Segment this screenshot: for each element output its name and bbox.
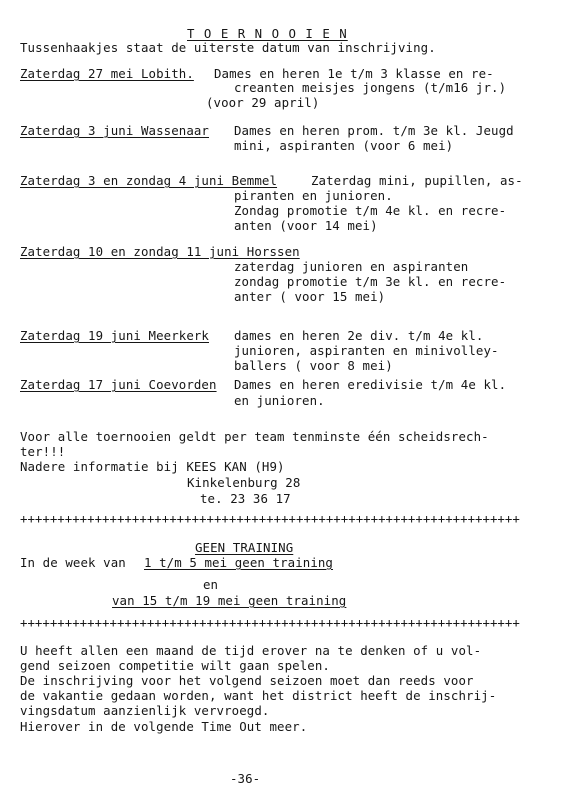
page-number: -36- — [230, 771, 261, 786]
closing-text: de vakantie gedaan worden, want het district heeft de inschrij- — [20, 688, 497, 703]
tournament-heading: Zaterdag 3 juni Wassenaar — [20, 123, 209, 138]
tournament-detail: zaterdag junioren en aspiranten — [234, 259, 469, 274]
tournament-detail: Zaterdag mini, pupillen, as- — [311, 173, 523, 188]
tournament-heading: Zaterdag 3 en zondag 4 juni Bemmel — [20, 173, 278, 188]
page-title: T O E R N O O I E N — [187, 26, 348, 41]
info-contact: Nadere informatie bij KEES KAN (H9) — [20, 459, 285, 474]
tournament-detail: Dames en heren 1e t/m 3 klasse en re- — [214, 66, 494, 81]
no-training-heading: GEEN TRAINING — [195, 540, 294, 555]
tournament-detail: piranten en junioren. — [234, 188, 393, 203]
tournament-detail: Dames en heren eredivisie t/m 4e kl. — [234, 377, 507, 392]
info-phone: te. 23 36 17 — [200, 491, 291, 506]
tournament-detail: creanten meisjes jongens (t/m16 jr.) — [234, 80, 507, 95]
closing-text: De inschrijving voor het volgend seizoen moet dan reeds voor — [20, 673, 474, 688]
tournament-detail: Zondag promotie t/m 4e kl. en recre- — [234, 203, 507, 218]
closing-text: vingsdatum aanzienlijk vervroegd. — [20, 703, 270, 718]
tournament-detail: ballers ( voor 8 mei) — [234, 358, 393, 373]
closing-text: U heeft allen een maand de tijd erover na te denken of u vol- — [20, 643, 482, 658]
no-training-prefix: In de week van — [20, 555, 134, 570]
tournament-detail: anten (voor 14 mei) — [234, 218, 378, 233]
closing-text: Hierover in de volgende Time Out meer. — [20, 719, 308, 734]
closing-text: gend seizoen competitie wilt gaan spelen. — [20, 658, 330, 673]
tournament-detail: en junioren. — [234, 393, 325, 408]
referee-note: ter!!! — [20, 444, 66, 459]
tournament-heading: Zaterdag 10 en zondag 11 juni Horssen — [20, 244, 300, 259]
tournament-heading: Zaterdag 19 juni Meerkerk — [20, 328, 209, 343]
no-training-dates: 1 t/m 5 mei geen training — [144, 555, 333, 570]
no-training-dates-2: van 15 t/m 19 mei geen training — [112, 593, 347, 608]
tournament-heading: Zaterdag 27 mei Lobith. — [20, 66, 194, 81]
tournament-detail: (voor 29 april) — [206, 95, 320, 110]
separator-line: +++++++++++++++++++++++++++++++++++++++++++++++++++++++++++++++++++ — [20, 618, 520, 628]
tournament-detail: Dames en heren prom. t/m 3e kl. Jeugd — [234, 123, 514, 138]
info-address: Kinkelenburg 28 — [187, 475, 301, 490]
referee-note: Voor alle toernooien geldt per team tenminste één scheidsrech- — [20, 429, 489, 444]
no-training-joiner: en — [203, 577, 219, 592]
separator-line: +++++++++++++++++++++++++++++++++++++++++++++++++++++++++++++++++++ — [20, 514, 520, 524]
tournament-detail: junioren, aspiranten en minivolley- — [234, 343, 499, 358]
intro-text: Tussenhaakjes staat de uiterste datum van inschrijving. — [20, 40, 436, 55]
tournament-detail: zondag promotie t/m 3e kl. en recre- — [234, 274, 507, 289]
tournament-detail: dames en heren 2e div. t/m 4e kl. — [234, 328, 484, 343]
tournament-detail: anter ( voor 15 mei) — [234, 289, 386, 304]
tournament-heading: Zaterdag 17 juni Coevorden — [20, 377, 217, 392]
tournament-detail: mini, aspiranten (voor 6 mei) — [234, 138, 454, 153]
